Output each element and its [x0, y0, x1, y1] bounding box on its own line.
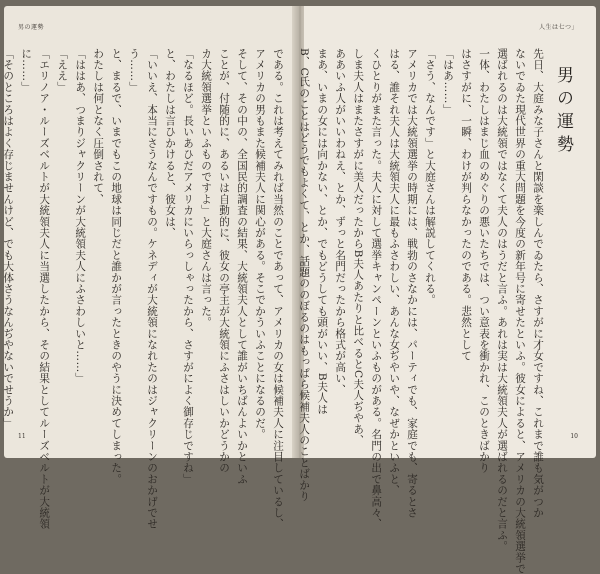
text-column: と、わたしは言ひかけると、彼女は、	[164, 48, 177, 239]
page-number: 11	[18, 433, 26, 440]
chapter-title: 男の運勢	[553, 66, 573, 158]
text-column: 選ばれるのは大統領ではなくて夫人のはうだと言ふ。あれは実は大統領夫人が選ばれるのだと言ふ。	[496, 48, 509, 552]
text-column: はさすがに、一瞬、わけが判らなかったのである。悲然として	[460, 48, 473, 362]
text-column: 一体、わたしはまじ血のめぐりの悪いたちでは、つい意表を衝かれ、このときばかり	[478, 48, 491, 474]
running-head: 人生は七つ」	[538, 24, 578, 31]
text-column: に……」	[20, 48, 33, 93]
text-column: くひとりがまた言った。夫人に対して選挙キャンペーンといふものがある。名門の出で鼻高々、	[370, 48, 383, 530]
text-column: と、まるで、いまでもこの地球は同じだと誰かが言ったときのやうに決めてしまった。	[110, 48, 123, 485]
text-column: 「はあ……」	[442, 48, 455, 116]
text-column: そして、その中の、全国民的調査の結果、大統領夫人として誰がいちばんよいかといふ	[236, 48, 249, 485]
page-number: 10	[570, 433, 578, 440]
text-column: カ大統領選挙といふものですよ」と大庭さんは言った。	[200, 48, 213, 328]
text-column: B、C氏のことはどうでもよくて、とか、話題ののぼるのはもっぱら候補夫人のことばかり	[298, 48, 311, 502]
text-column: 「いいえ、本当にさうなんですもの。ケネディが大統領になれたのはジャクリーンのおかげでせ	[146, 48, 159, 530]
text-column: ことが、付随的に、あるいは自動的に、彼女の亭主が大統領にふさはしいかどうかの	[218, 48, 231, 474]
text-column: である。これは考えてみれば当然のことであって、アメリカの女は候補夫人に注目しているし、	[272, 48, 284, 530]
text-column: わたしは何となく圧倒されて、	[92, 48, 105, 205]
text-column: ないでゐた現代世界の重大問題を今度の新年号に寄せたといふ。彼女によると、アメリカの大統領選挙で	[514, 48, 527, 574]
text-column: アメリカでは大統領選挙の時期には、戦勃のさなかには、パーティでも、家庭でも、寄るとさ	[406, 48, 419, 519]
text-column: はる、誰それ夫人は大統領夫人に最もふさわしい、あんな女ぢやいや、なぜかといふと、	[388, 48, 401, 496]
text-column: アメリカの男もまた候補夫人に関心がある。そこでかういふことになるのだ。	[254, 48, 267, 440]
text-column: 先日、大庭みな子さんと閑談を楽しんでゐたら、さすがに才女ですね、これまで誰も気がつか	[532, 48, 544, 519]
running-head: 男の運勢	[18, 24, 45, 31]
text-column: 「エリノア・ルーズベルトが大統領夫人に当選したから、その結果としてルーズベルトが大統領	[38, 48, 51, 530]
text-column: しま夫人はまたさすがに美人だったからB夫人あたりと比べるとC夫人ぢやあ、	[352, 48, 365, 446]
text-column: 「さう、なんです」と大庭さんは解説してくれる。	[424, 48, 437, 306]
text-column: ああいふ人がいいわねえ、とか、ずっと名門だったから格式が高い、	[334, 48, 347, 396]
right-page	[298, 6, 596, 574]
text-column: 「ええ」	[56, 48, 69, 93]
left-page	[2, 6, 298, 530]
text-column: 「ははあ、つまりジャクリーンが大統領夫人にふさわしいと……」	[74, 48, 87, 384]
text-column: 「なるほど。長いあひだアメリカにいらっしゃったから、さすがによく御存じですね」	[182, 48, 195, 485]
text-column: う……」	[128, 48, 141, 93]
body-text	[297, 48, 544, 574]
text-column: まあ、いまの女には向かない、とか、でもどうしても頭がいい、B夫人は	[316, 48, 329, 415]
text-column: 「そのところはよく存じませんけど、でも大体さうなんぢやないでせうか」	[2, 48, 15, 429]
